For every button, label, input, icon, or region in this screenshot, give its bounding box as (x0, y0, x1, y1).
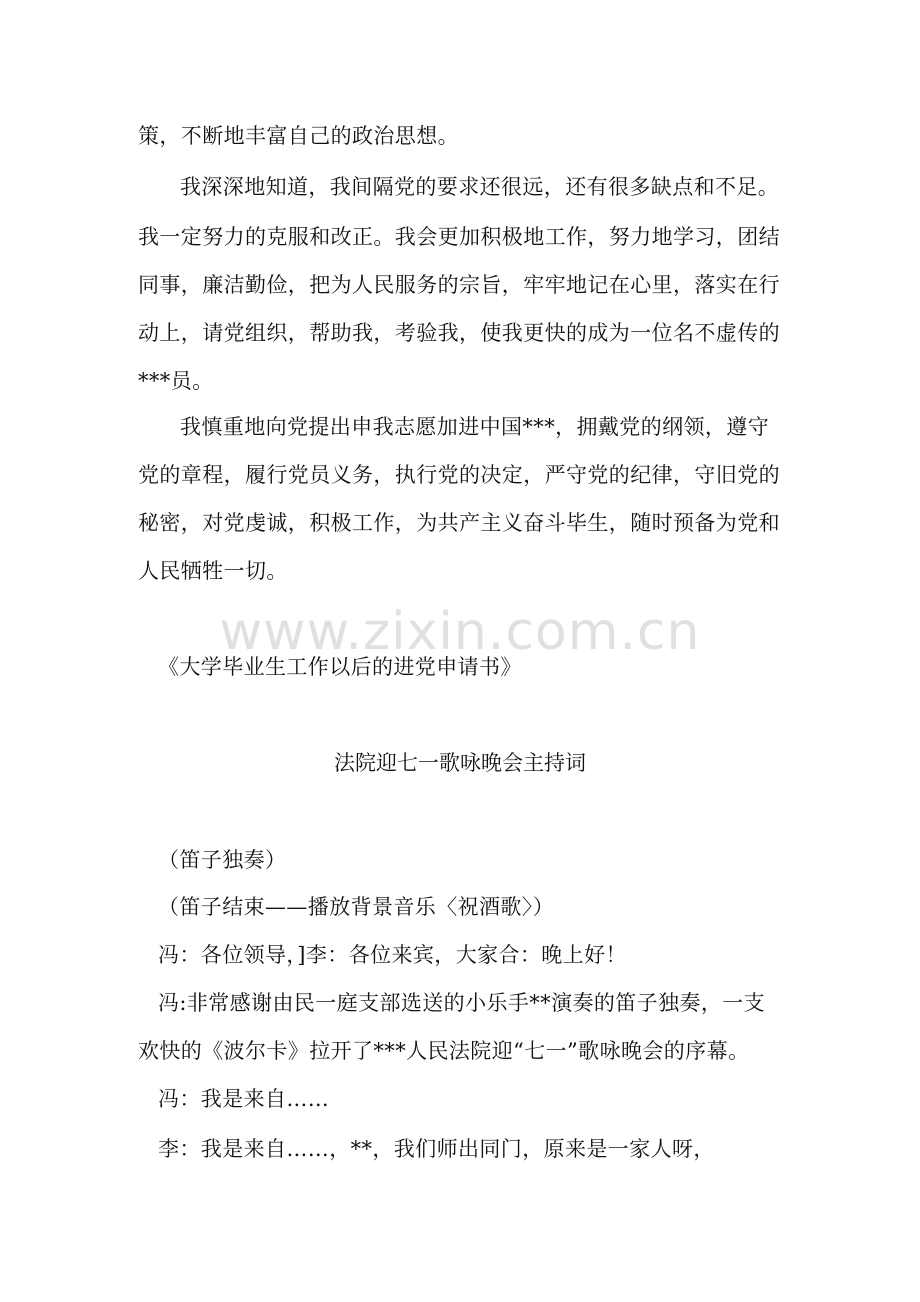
paragraph-line: 策，不断地丰富自己的政治思想。 (138, 124, 459, 148)
document-link: 《大学毕业生工作以后的进党申请书》 (158, 655, 522, 679)
script-line: 李：我是来自……，**，我们师出同门，原来是一家人呀， (158, 1137, 715, 1161)
script-line: 冯:非常感谢由民一庭支部选送的小乐手**演奏的笛子独奏，一支 (158, 991, 766, 1015)
script-line: 冯：各位领导，]李：各位来宾，大家合：晚上好！ (158, 943, 627, 967)
paragraph-line: 同事，廉洁勤俭，把为人民服务的宗旨，牢牢地记在心里，落实在行 (138, 273, 780, 297)
paragraph-line: 动上，请党组织，帮助我，考验我，使我更快的成为一位名不虚传的 (138, 321, 780, 345)
watermark: www.zixin.com.cn (219, 602, 701, 662)
script-line: （笛子独奏） (158, 848, 287, 872)
paragraph-line: 人民牺牲一切。 (138, 559, 288, 583)
paragraph-line: 我一定努力的克服和改正。我会更加积极地工作，努力地学习，团结 (138, 225, 780, 249)
paragraph-line: 秘密，对党虔诚，积极工作，为共产主义奋斗毕生，随时预备为党和 (138, 511, 780, 535)
script-line: （笛子结束——播放背景音乐〈祝酒歌〉） (158, 895, 555, 919)
section-title: 法院迎七一歌咏晚会主持词 (334, 751, 586, 775)
script-line: 冯：我是来自…… (158, 1087, 330, 1111)
paragraph-line: 我慎重地向党提出申我志愿加进中国***，拥戴党的纲领，遵守 (180, 415, 770, 439)
paragraph-line: 我深深地知道，我间隔党的要求还很远，还有很多缺点和不足。 (180, 175, 780, 199)
paragraph-line: 党的章程，履行党员义务，执行党的决定，严守党的纪律，守旧党的 (138, 463, 780, 487)
paragraph-line: ***员。 (138, 369, 214, 393)
script-line: 欢快的《波尔卡》拉开了***人民法院迎“七一”歌咏晚会的序幕。 (138, 1039, 750, 1063)
